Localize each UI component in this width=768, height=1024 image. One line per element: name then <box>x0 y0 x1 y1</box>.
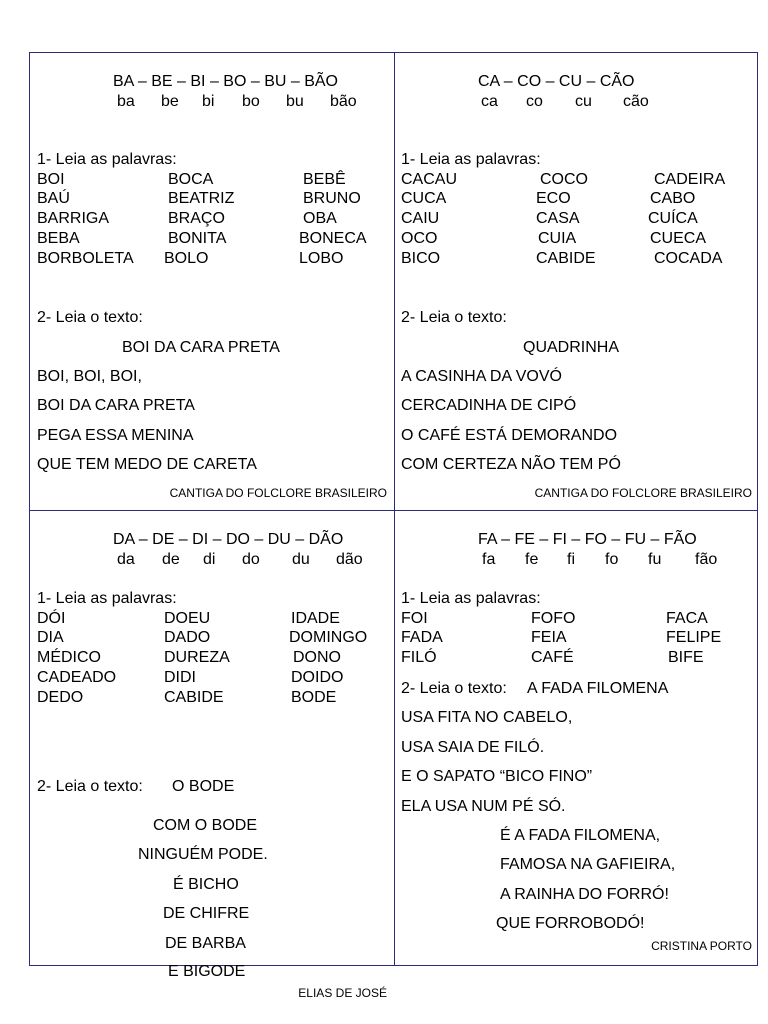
word: FOFO <box>531 610 576 627</box>
text-line: ELA USA NUM PÉ SÓ. <box>401 798 566 815</box>
text-line: DE BARBA <box>165 935 246 952</box>
word: CABIDE <box>536 250 596 267</box>
text-line: USA SAIA DE FILÓ. <box>401 739 545 756</box>
text-line: DE CHIFRE <box>163 905 250 922</box>
text-line: E BIGODE <box>168 963 246 980</box>
word: CADEIRA <box>654 171 726 188</box>
word: MÉDICO <box>37 649 101 666</box>
word: FELIPE <box>666 629 722 646</box>
word: DOIDO <box>291 669 344 686</box>
syllable-lower: bo <box>242 93 260 110</box>
credit: CANTIGA DO FOLCLORE BRASILEIRO <box>169 486 387 500</box>
word: BORBOLETA <box>37 250 134 267</box>
syllable-lower: da <box>117 551 135 568</box>
text-label: 2- Leia o texto: <box>37 778 143 795</box>
word: CUECA <box>650 230 707 247</box>
words-title: 1- Leia as palavras: <box>37 590 177 607</box>
word: CAIU <box>401 210 440 227</box>
word: DADO <box>164 629 211 646</box>
word: FEIA <box>531 629 567 646</box>
word: BICO <box>401 250 441 267</box>
syllable-lower: fa <box>482 551 496 568</box>
word: LOBO <box>299 250 344 267</box>
words-title: 1- Leia as palavras: <box>37 151 177 168</box>
word: CAFÉ <box>531 649 574 666</box>
word: BRUNO <box>303 190 361 207</box>
word: FILÓ <box>401 649 437 666</box>
credit: CRISTINA PORTO <box>651 939 752 953</box>
word: CUÍCA <box>648 210 698 227</box>
text-line: CERCADINHA DE CIPÓ <box>401 397 577 414</box>
words-title: 1- Leia as palavras: <box>401 590 541 607</box>
word: BEBA <box>37 230 80 247</box>
word: DONO <box>293 649 341 666</box>
worksheet-grid <box>29 52 758 1000</box>
text-line: PEGA ESSA MENINA <box>37 427 194 444</box>
word: CASA <box>536 210 580 227</box>
word: BRAÇO <box>168 210 225 227</box>
syllables-upper: CA – CO – CU – CÃO <box>478 73 635 90</box>
text-label: 2- Leia o texto: <box>401 680 507 697</box>
syllable-lower: fe <box>525 551 539 568</box>
syllable-lower: du <box>292 551 310 568</box>
text-line: O CAFÉ ESTÁ DEMORANDO <box>401 427 618 444</box>
word: CABIDE <box>164 689 224 706</box>
word: BARRIGA <box>37 210 110 227</box>
text-label: 2- Leia o texto: <box>37 309 143 326</box>
text-line: COM CERTEZA NÃO TEM PÓ <box>401 456 621 473</box>
text-line: FAMOSA NA GAFIEIRA, <box>500 856 676 873</box>
syllable-lower: de <box>162 551 180 568</box>
credit: ELIAS DE JOSÉ <box>298 986 387 1000</box>
text-line: E O SAPATO “BICO FINO” <box>401 768 593 785</box>
word: FOI <box>401 610 428 627</box>
word: CUIA <box>538 230 577 247</box>
text-title: QUADRINHA <box>523 339 620 356</box>
word: DOEU <box>164 610 211 627</box>
syllable-lower: bi <box>202 93 215 110</box>
word: DOMINGO <box>289 629 368 646</box>
word: BIFE <box>668 649 704 666</box>
word: BEBÊ <box>303 171 346 188</box>
word: BAÚ <box>37 190 70 207</box>
word: DIDI <box>164 669 196 686</box>
syllable-lower: cão <box>623 93 649 110</box>
syllables-upper: FA – FE – FI – FO – FU – FÃO <box>478 531 697 548</box>
word: CABO <box>650 190 696 207</box>
word: CACAU <box>401 171 458 188</box>
text-title: O BODE <box>172 778 235 795</box>
word: OBA <box>303 210 337 227</box>
word: CADEADO <box>37 669 117 686</box>
syllable-lower: fi <box>567 551 575 568</box>
word: OCO <box>401 230 438 247</box>
word: DÓI <box>37 610 66 627</box>
syllable-lower: dão <box>336 551 363 568</box>
syllables-upper: DA – DE – DI – DO – DU – DÃO <box>113 531 344 548</box>
word: BEATRIZ <box>168 190 235 207</box>
text-line: NINGUÉM PODE. <box>138 846 268 863</box>
word: DEDO <box>37 689 84 706</box>
syllable-lower: be <box>161 93 179 110</box>
text-line: É A FADA FILOMENA, <box>500 827 661 844</box>
word: BODE <box>291 689 337 706</box>
syllable-lower: bão <box>330 93 357 110</box>
word: FADA <box>401 629 443 646</box>
credit: CANTIGA DO FOLCLORE BRASILEIRO <box>534 486 752 500</box>
text-title: A FADA FILOMENA <box>527 680 669 697</box>
card-d <box>30 511 394 1000</box>
word: BOCA <box>168 171 214 188</box>
syllable-lower: fão <box>695 551 718 568</box>
card-c <box>395 53 759 510</box>
syllable-lower: ca <box>481 93 498 110</box>
syllable-lower: fo <box>605 551 619 568</box>
text-label: 2- Leia o texto: <box>401 309 507 326</box>
text-line: A RAINHA DO FORRÓ! <box>500 886 669 903</box>
word: FACA <box>666 610 708 627</box>
word: BONITA <box>168 230 227 247</box>
words-title: 1- Leia as palavras: <box>401 151 541 168</box>
text-title: BOI DA CARA PRETA <box>122 339 280 356</box>
card-f <box>395 511 759 967</box>
syllable-lower: cu <box>575 93 592 110</box>
syllable-lower: do <box>242 551 260 568</box>
syllable-lower: di <box>203 551 216 568</box>
text-line: USA FITA NO CABELO, <box>401 709 573 726</box>
word: BOI <box>37 171 65 188</box>
syllable-lower: bu <box>286 93 304 110</box>
text-line: BOI, BOI, BOI, <box>37 368 142 385</box>
word: ECO <box>536 190 571 207</box>
card-b <box>30 53 394 510</box>
word: CUCA <box>401 190 447 207</box>
word: IDADE <box>291 610 340 627</box>
word: BOLO <box>164 250 209 267</box>
text-line: A CASINHA DA VOVÓ <box>401 368 562 385</box>
text-line: QUE TEM MEDO DE CARETA <box>37 456 257 473</box>
word: COCO <box>540 171 588 188</box>
text-line: QUE FORROBODÓ! <box>496 915 645 932</box>
word: DIA <box>37 629 64 646</box>
syllables-upper: BA – BE – BI – BO – BU – BÃO <box>113 73 338 90</box>
syllable-lower: fu <box>648 551 662 568</box>
text-line: BOI DA CARA PRETA <box>37 397 195 414</box>
word: BONECA <box>299 230 367 247</box>
syllable-lower: co <box>526 93 543 110</box>
word: COCADA <box>654 250 723 267</box>
text-line: É BICHO <box>173 876 239 893</box>
text-line: COM O BODE <box>153 817 258 834</box>
syllable-lower: ba <box>117 93 135 110</box>
word: DUREZA <box>164 649 230 666</box>
